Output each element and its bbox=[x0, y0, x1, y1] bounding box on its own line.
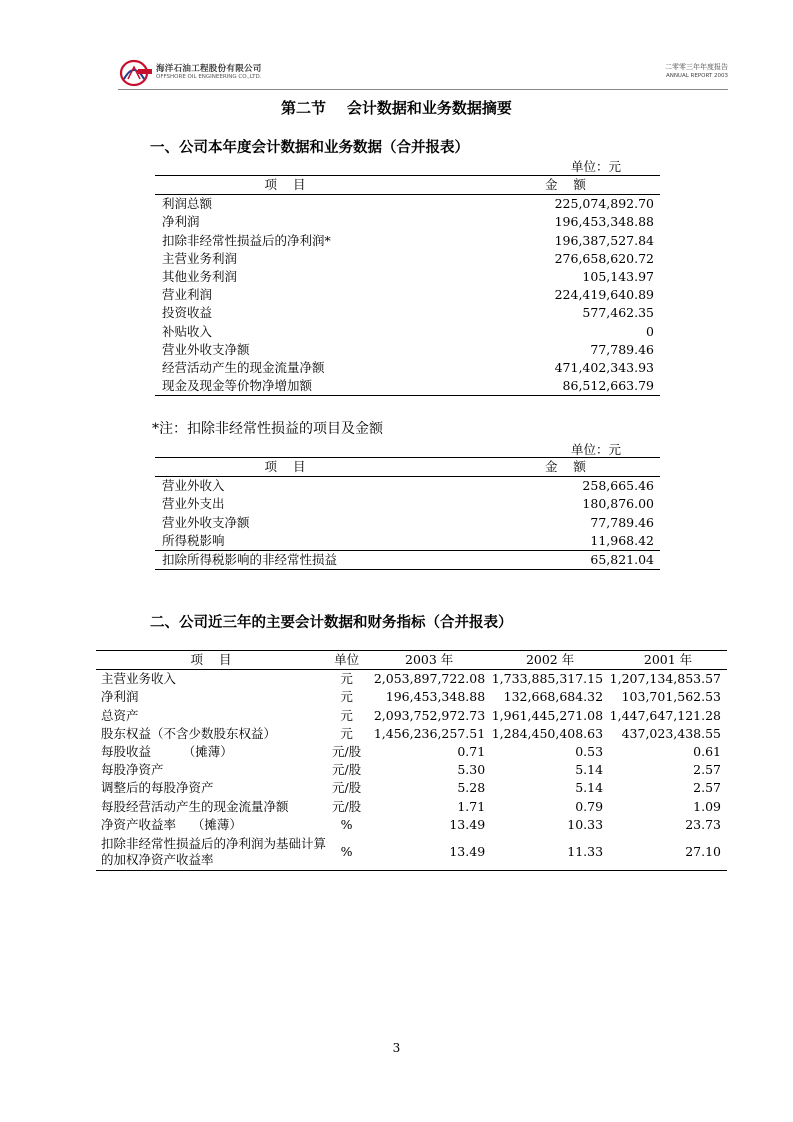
report-title-cn: 二零零三年年度报告 bbox=[665, 63, 728, 71]
row-2001: 0.61 bbox=[693, 744, 721, 760]
col-2002-header: 2002 年 bbox=[491, 651, 609, 670]
row-item: 每股经营活动产生的现金流量净额 bbox=[101, 798, 289, 814]
row-item: 现金及现金等价物净增加额 bbox=[155, 377, 415, 396]
part1-table bbox=[155, 175, 660, 396]
row-item: 所得税影响 bbox=[162, 532, 225, 548]
table-row bbox=[155, 341, 660, 359]
table-row bbox=[155, 268, 660, 286]
row-unit: 元 bbox=[340, 707, 353, 723]
row-item: 补贴收入 bbox=[162, 323, 213, 339]
table-row bbox=[155, 477, 660, 496]
row-2001: 23.73 bbox=[685, 816, 721, 832]
row-item-cell bbox=[96, 834, 326, 871]
table-row bbox=[155, 532, 660, 551]
row-amount: 105,143.97 bbox=[582, 269, 654, 285]
row-item: 扣除非经常性损益后的净利润为基础计算的加权净资产收益率 bbox=[101, 836, 327, 868]
row-2003: 1.71 bbox=[457, 798, 486, 814]
row-item: 每股净资产 bbox=[101, 762, 164, 778]
row-amount: 180,876.00 bbox=[582, 496, 654, 512]
row-item: 股东权益（不含少数股东权益） bbox=[101, 725, 277, 741]
row-item: 营业利润 bbox=[162, 287, 213, 303]
row-2003: 0.71 bbox=[457, 744, 486, 760]
part2-table bbox=[96, 650, 727, 871]
table-row bbox=[96, 761, 727, 779]
row-unit: 元/股 bbox=[331, 744, 362, 760]
table-row bbox=[155, 323, 660, 341]
row-2001: 1.09 bbox=[693, 798, 721, 814]
table-row bbox=[96, 816, 727, 834]
row-2003: 5.28 bbox=[457, 780, 486, 796]
part1-unit: 单位：元 bbox=[571, 159, 622, 174]
row-item: 每股收益 （摊薄） bbox=[101, 744, 233, 760]
row-item: 其他业务利润 bbox=[162, 269, 238, 285]
company-name-en: OFFSHORE OIL ENGINEERING CO.,LTD. bbox=[156, 74, 262, 80]
row-amount: 0 bbox=[646, 323, 654, 339]
row-amount: 77,789.46 bbox=[590, 514, 654, 530]
row-2002: 10.33 bbox=[567, 816, 604, 832]
table-row bbox=[155, 232, 660, 250]
row-item: 营业外收支净额 bbox=[162, 514, 250, 530]
row-2003: 5.30 bbox=[457, 762, 486, 778]
table-row bbox=[96, 743, 727, 761]
table-row bbox=[155, 551, 660, 570]
row-2003: 2,093,752,972.73 bbox=[373, 707, 486, 723]
row-item: 净利润 bbox=[101, 689, 139, 705]
row-amount: 65,821.04 bbox=[415, 551, 660, 570]
table-row bbox=[96, 707, 727, 725]
row-item: 投资收益 bbox=[162, 305, 213, 321]
row-2002: 5.14 bbox=[575, 762, 604, 778]
row-2001: 437,023,438.55 bbox=[621, 725, 721, 741]
row-amount: 196,453,348.88 bbox=[554, 214, 654, 230]
table-row bbox=[96, 798, 727, 816]
note-title: *注：扣除非经常性损益的项目及金额 bbox=[152, 421, 383, 437]
row-item: 净资产收益率 （摊薄） bbox=[101, 816, 242, 832]
row-2001: 2.57 bbox=[693, 762, 721, 778]
row-item: 经营活动产生的现金流量净额 bbox=[162, 360, 325, 376]
row-2001: 103,701,562.53 bbox=[621, 689, 721, 705]
row-item: 营业外支出 bbox=[162, 496, 225, 512]
row-2002: 11.33 bbox=[491, 834, 609, 871]
page-number: 3 bbox=[392, 1041, 401, 1055]
row-item: 扣除所得税影响的非经常性损益 bbox=[155, 551, 415, 570]
row-item: 调整后的每股净资产 bbox=[101, 780, 214, 796]
col-item-header: 项 目 bbox=[96, 651, 326, 670]
row-2001: 2.57 bbox=[693, 780, 721, 796]
row-amount: 225,074,892.70 bbox=[554, 196, 654, 212]
row-amount: 196,387,527.84 bbox=[554, 232, 654, 248]
row-item: 总资产 bbox=[101, 707, 139, 723]
note-unit: 单位：元 bbox=[571, 442, 622, 457]
col-unit-header: 单位 bbox=[326, 651, 367, 670]
row-2002: 5.14 bbox=[575, 780, 604, 796]
table-row bbox=[155, 359, 660, 377]
header-divider bbox=[118, 89, 728, 90]
row-amount: 471,402,343.93 bbox=[554, 360, 654, 376]
row-item: 扣除非经常性损益后的净利润* bbox=[162, 232, 331, 248]
table-header-row bbox=[96, 651, 727, 670]
row-2001: 1,447,647,121.28 bbox=[609, 707, 721, 723]
row-amount: 258,665.46 bbox=[582, 478, 654, 494]
table-row bbox=[96, 670, 727, 689]
row-2003: 13.49 bbox=[367, 834, 491, 871]
note-table bbox=[155, 457, 660, 570]
row-unit: % bbox=[340, 816, 353, 832]
page-header bbox=[118, 55, 728, 91]
row-amount: 11,968.42 bbox=[590, 532, 654, 548]
col-amount-header: 金 额 bbox=[415, 176, 660, 195]
row-2003: 1,456,236,257.51 bbox=[373, 725, 486, 741]
table-header-row bbox=[155, 176, 660, 195]
row-amount: 86,512,663.79 bbox=[415, 377, 660, 396]
row-unit: % bbox=[326, 834, 367, 871]
row-unit: 元/股 bbox=[331, 762, 362, 778]
row-item: 主营业务利润 bbox=[162, 250, 238, 266]
table-header-row bbox=[155, 458, 660, 477]
row-amount: 224,419,640.89 bbox=[554, 287, 654, 303]
row-2002: 1,733,885,317.15 bbox=[491, 671, 604, 687]
row-unit: 元 bbox=[340, 725, 353, 741]
table-row bbox=[155, 304, 660, 322]
section-title: 第二节 会计数据和业务数据摘要 bbox=[281, 99, 512, 117]
cnooc-logo-icon bbox=[118, 57, 154, 87]
table-row bbox=[155, 213, 660, 231]
row-2001: 1,207,134,853.57 bbox=[609, 671, 721, 687]
table-row bbox=[96, 688, 727, 706]
table-row bbox=[96, 779, 727, 797]
row-2002: 132,668,684.32 bbox=[503, 689, 604, 705]
col-amount-header: 金 额 bbox=[415, 458, 660, 477]
row-2003: 13.49 bbox=[449, 816, 486, 832]
row-unit: 元 bbox=[340, 671, 353, 687]
row-amount: 276,658,620.72 bbox=[554, 250, 654, 266]
row-item: 利润总额 bbox=[162, 196, 213, 212]
row-2002: 0.53 bbox=[575, 744, 604, 760]
table-row bbox=[155, 286, 660, 304]
row-amount: 77,789.46 bbox=[590, 341, 654, 357]
row-amount: 577,462.35 bbox=[582, 305, 654, 321]
row-2001: 27.10 bbox=[609, 834, 727, 871]
table-row bbox=[155, 495, 660, 513]
col-item-header: 项 目 bbox=[155, 176, 415, 195]
row-item: 净利润 bbox=[162, 214, 200, 230]
company-name-cn: 海洋石油工程股份有限公司 bbox=[156, 64, 262, 74]
table-row bbox=[96, 834, 727, 871]
row-unit: 元 bbox=[340, 689, 353, 705]
row-2003: 2,053,897,722.08 bbox=[373, 671, 486, 687]
table-row bbox=[155, 250, 660, 268]
col-2003-header: 2003 年 bbox=[367, 651, 491, 670]
row-2003: 196,453,348.88 bbox=[385, 689, 486, 705]
table-row bbox=[155, 514, 660, 532]
row-unit: 元/股 bbox=[331, 798, 362, 814]
row-2002: 1,284,450,408.63 bbox=[491, 725, 604, 741]
row-item: 营业外收支净额 bbox=[162, 341, 250, 357]
report-title-en: ANNUAL REPORT 2003 bbox=[665, 73, 728, 79]
row-item: 营业外收入 bbox=[162, 478, 225, 494]
row-2002: 0.79 bbox=[575, 798, 604, 814]
part2-heading: 二、公司近三年的主要会计数据和财务指标（合并报表） bbox=[150, 614, 513, 631]
table-row bbox=[96, 725, 727, 743]
row-unit: 元/股 bbox=[331, 780, 362, 796]
row-2002: 1,961,445,271.08 bbox=[491, 707, 604, 723]
col-2001-header: 2001 年 bbox=[609, 651, 727, 670]
table-row bbox=[155, 377, 660, 396]
row-item: 主营业务收入 bbox=[101, 671, 177, 687]
part1-heading: 一、公司本年度会计数据和业务数据（合并报表） bbox=[150, 139, 469, 156]
col-item-header: 项 目 bbox=[155, 458, 415, 477]
table-row bbox=[155, 195, 660, 214]
